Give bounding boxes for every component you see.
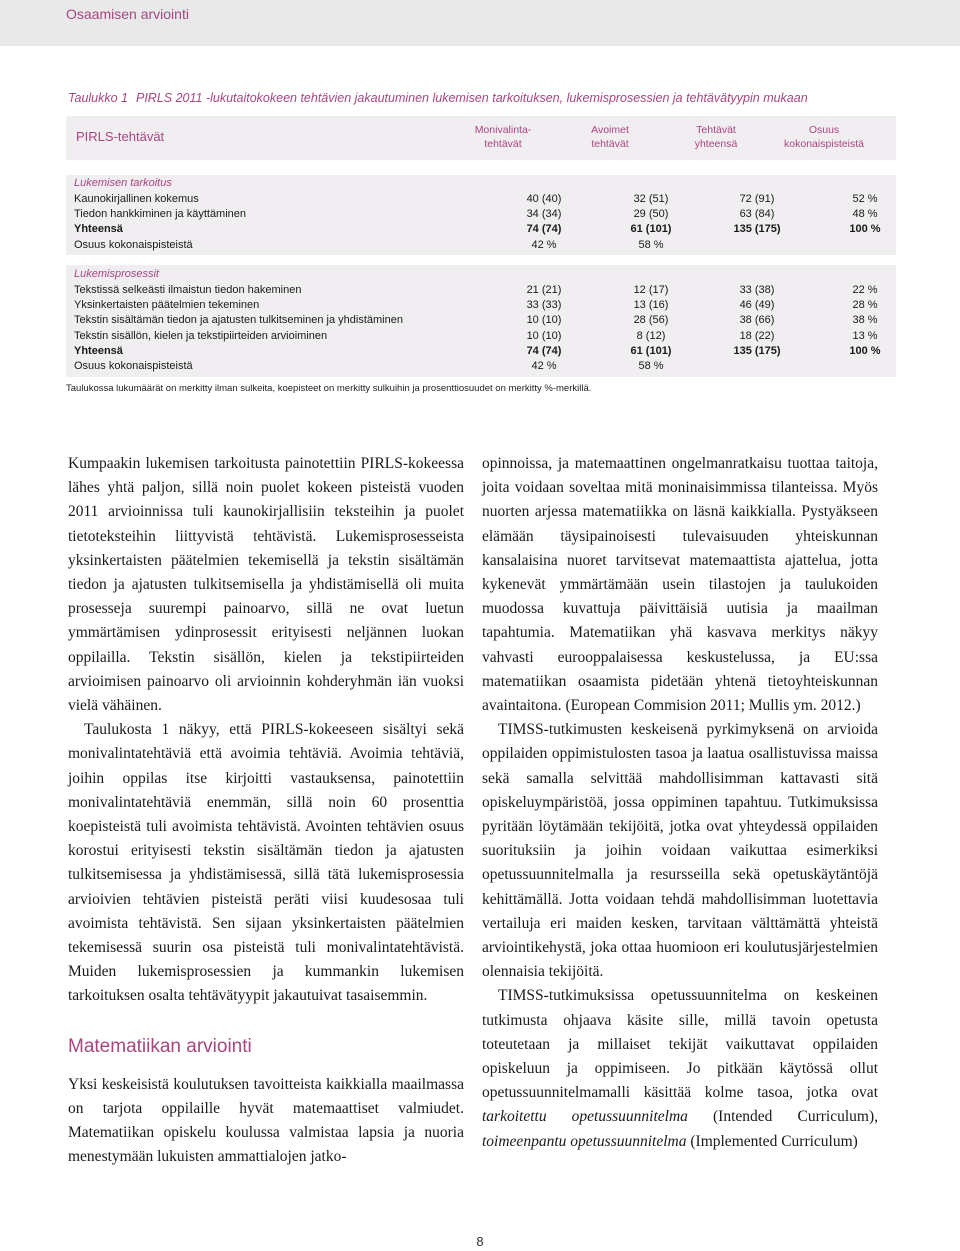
table-row bbox=[66, 238, 896, 253]
table-caption bbox=[68, 91, 898, 105]
cell-open: 8 (12) bbox=[636, 329, 666, 342]
running-header bbox=[0, 0, 960, 46]
table-header-total: Tehtävät yhteensä bbox=[694, 124, 738, 150]
paragraph: TIMSS-tutkimusten keskeisenä pyrkimyksenä on arvioida oppilaiden oppimistulosten tasoa ja laatua osallistuvissa maissa sekä samalla selvittää mahdollisimman kattavasti sitä opiskeluympäristöä, jossa oppiminen tapahtuu. Tutkimuksissa pyritään löytämään tekijöitä, jotka ovat yhteydessä oppilaiden suorituksiin ja joihin voidaan vaikuttaa esimerkiksi opetussuunnitelmalla ja resursseilla sekä opetuskäytäntöjä kehittämällä. Jotta voidaan tehdä mahdollisimman luotettavia vertailuja eri maiden kesken, tarvitaan välttämättä yhteistä arviointikehystä, joka ottaa huomioon eri koulutusjärjestelmien olennaisia tekijöitä. bbox=[482, 721, 878, 981]
cell-open: 58 % bbox=[638, 238, 664, 251]
left-column bbox=[68, 452, 464, 1169]
cell-share: 52 % bbox=[852, 193, 878, 205]
cell-mc: 10 (10) bbox=[526, 329, 562, 342]
cell-mc: 33 (33) bbox=[526, 299, 562, 312]
row-label: Osuus kokonaispisteistä bbox=[74, 238, 193, 251]
cell-mc: 34 (34) bbox=[526, 208, 562, 221]
cell-mc: 40 (40) bbox=[526, 193, 562, 205]
paragraph bbox=[482, 984, 878, 1153]
text-run: TIMSS-tutkimuksissa opetussuunnitelma on keskeinen tutkimusta ohjaava käsite sille, millä tavoin opetusta toteutetaan ja millaiset tekijät vaikuttavat oppilaiden opiskeluun ja oppimiseen. Jo pitkään käytössä ollut opetussuunnitelmamalli käsittää kolme tasoa, jotka ovat bbox=[482, 987, 878, 1102]
running-title: Osaamisen arviointi bbox=[66, 6, 189, 22]
table-header-open: Avoimet tehtävät bbox=[591, 124, 629, 150]
row-label: Tekstin sisällön, kielen ja tekstipiirteiden arvioiminen bbox=[74, 329, 328, 342]
cell-mc: 74 (74) bbox=[526, 344, 562, 357]
cell-open: 28 (56) bbox=[633, 314, 669, 327]
table-row bbox=[66, 344, 896, 359]
table-header-share: Osuus kokonaispisteistä bbox=[784, 124, 864, 150]
row-label: Tiedon hankkiminen ja käyttäminen bbox=[74, 208, 247, 221]
row-label: Kaunokirjallinen kokemus bbox=[74, 193, 199, 205]
text-run: (Intended Curriculum), bbox=[687, 1108, 878, 1126]
row-label: Yhteensä bbox=[74, 223, 123, 236]
cell-open: 61 (101) bbox=[630, 223, 672, 236]
cell-share: 100 % bbox=[849, 344, 881, 357]
text-run: (Implemented Curriculum) bbox=[686, 1132, 858, 1150]
cell-mc: 21 (21) bbox=[526, 284, 562, 296]
row-label: Tekstissä selkeästi ilmaistun tiedon hakeminen bbox=[74, 284, 302, 296]
cell-mc: 42 % bbox=[531, 238, 557, 251]
right-column bbox=[482, 452, 878, 1154]
table-row bbox=[66, 283, 896, 298]
table-row bbox=[66, 207, 896, 222]
table-row bbox=[66, 313, 896, 328]
table-row bbox=[66, 298, 896, 313]
table-header-multiple-choice: Monivalinta- tehtävät bbox=[474, 124, 532, 150]
paragraph: opinnoissa, ja matemaattinen ongelmanratkaisu tuottaa taitoja, joita voidaan soveltaa mitä moninaisimmissa tilanteissa. Myös nuorten arjessa matematiikka on läsnä kaikkialla. Pystyäkseen elämään täysipainoisesti tulevaisuuden yhteiskunnan kansalaisina nuoret tarvitsevat matemaattista ajattelua, jotta kykenevät ymmärtämään usein tilastojen ja taulukoiden muodossa kuvattuja päivittäisiä uutisia ja maailman tapahtumia. Matematiikan yhä kasvava merkitys näkyy vahvasti eurooppalaisessa keskustelussa, ja EU:ssa matematiikan osaamista pidetään yhtenä tietoyhteiskunnan avaintaitona. (European Commision 2011; Mullis ym. 2012.) bbox=[482, 455, 878, 715]
cell-total: 33 (38) bbox=[739, 284, 775, 296]
cell-open: 12 (17) bbox=[633, 284, 669, 296]
table-caption-label: Taulukko 1 bbox=[68, 91, 128, 105]
table-header bbox=[66, 116, 896, 160]
cell-total: 46 (49) bbox=[739, 299, 775, 312]
cell-total: 18 (22) bbox=[739, 329, 775, 342]
table-header-tasks: PIRLS-tehtävät bbox=[76, 129, 165, 144]
table-caption-text: PIRLS 2011 -lukutaitokokeen tehtävien jakautuminen lukemisen tarkoituksen, lukemisprosessien ja tehtävätyypin mukaan bbox=[136, 91, 808, 105]
cell-share: 48 % bbox=[852, 208, 878, 221]
cell-total: 38 (66) bbox=[739, 314, 775, 327]
cell-total: 63 (84) bbox=[739, 208, 775, 221]
cell-share: 38 % bbox=[852, 314, 878, 327]
table-note: Taulukossa lukumäärät on merkitty ilman sulkeita, koepisteet on merkitty sulkuihin ja prosenttiosuudet on merkitty %-merkillä. bbox=[66, 383, 592, 394]
cell-share: 100 % bbox=[849, 223, 881, 236]
term-intended-curriculum: tarkoitettu opetussuunnitelma bbox=[482, 1108, 688, 1126]
table-row bbox=[66, 222, 896, 237]
cell-mc: 42 % bbox=[531, 360, 557, 372]
section-title-reading-purpose: Lukemisen tarkoitus bbox=[74, 177, 172, 189]
paragraph: Yksi keskeisistä koulutuksen tavoitteista kaikkialla maailmassa on tarjota oppilaille hyvät matemaattiset valmiudet. Matematiikan opiskelu koulussa valmistaa lapsia ja nuoria menestymään lukuisten ammattialojen jatko- bbox=[68, 1075, 464, 1166]
paragraph: Taulukosta 1 näkyy, että PIRLS-kokeeseen sisältyi sekä monivalintatehtäviä että avoimia tehtäviä. Avoimia tehtäviä, joihin oppilas itse kirjoitti vastauksensa, painotettiin monivalintatehtäviä enemmän, sillä noin 60 prosenttia koepisteistä tuli avoimista tehtävistä. Avointen tehtävien osuus korostui erityisesti tekstin sisältämän tiedon ja ajatusten tulkitsemisessa ja yhdistämisessä, sillä tätä lukemisprosessia arvioivien tehtävien pisteistä peräti viisi kuudesosaa tuli avoimista tehtävistä. Sen sijaan yksinkertaisten päätelmien tekemisessä suurin osa pisteistä tuli monivalintatehtävistä. Muiden lukemisprosessien ja kummankin lukemisen tarkoituksen osalta tehtävätyypit jakautuivat tasaisemmin. bbox=[68, 721, 464, 1005]
section-heading-mathematics: Matematiikan arviointi bbox=[68, 1035, 252, 1057]
cell-share: 13 % bbox=[852, 329, 878, 342]
cell-mc: 74 (74) bbox=[526, 223, 562, 236]
cell-open: 58 % bbox=[638, 360, 664, 372]
cell-open: 13 (16) bbox=[633, 299, 669, 312]
cell-total: 72 (91) bbox=[739, 193, 775, 205]
row-label: Yksinkertaisten päätelmien tekeminen bbox=[74, 299, 260, 312]
table-row bbox=[66, 359, 896, 374]
row-label: Tekstin sisältämän tiedon ja ajatusten tulkitseminen ja yhdistäminen bbox=[74, 314, 403, 327]
table-row bbox=[66, 192, 896, 207]
cell-total: 135 (175) bbox=[733, 223, 781, 236]
page-number: 8 bbox=[476, 1234, 484, 1249]
cell-open: 32 (51) bbox=[633, 193, 669, 205]
table-row bbox=[66, 329, 896, 344]
row-label: Yhteensä bbox=[74, 344, 123, 357]
cell-mc: 10 (10) bbox=[526, 314, 562, 327]
paragraph: Kumpaakin lukemisen tarkoitusta painotettiin PIRLS-kokeessa lähes yhtä paljon, sillä noin puolet kokeen pisteistä vuoden 2011 arvioinnissa tuli kaunokirjallisiin teksteihin ja puolet tietoteksteihin liittyvistä tehtävistä. Lukemisprosesseista yksinkertaisten päätelmien tekemisellä ja tekstin sisältämän tiedon ja ajatusten tulkitsemisella ja yhdistämisellä oli muita prosesseja suurempi painoarvo, sillä ne ovat luetun ymmärtämisen ydinprosessit erityisesti neljännen luokan oppilailla. Tekstin sisällön, kielen ja tekstipiirteiden arvioimisen painoarvo oli arvioinnin kohderyhmän iän vuoksi vielä vähäinen. bbox=[68, 455, 464, 715]
cell-share: 22 % bbox=[852, 284, 878, 296]
cell-open: 61 (101) bbox=[630, 344, 672, 357]
row-label: Osuus kokonaispisteistä bbox=[74, 360, 193, 372]
term-implemented-curriculum: toimeenpantu opetussuunnitelma bbox=[482, 1132, 687, 1150]
cell-open: 29 (50) bbox=[633, 208, 669, 221]
cell-total: 135 (175) bbox=[733, 344, 781, 357]
cell-share: 28 % bbox=[852, 299, 878, 312]
section-title-reading-processes: Lukemisprosessit bbox=[74, 268, 159, 280]
